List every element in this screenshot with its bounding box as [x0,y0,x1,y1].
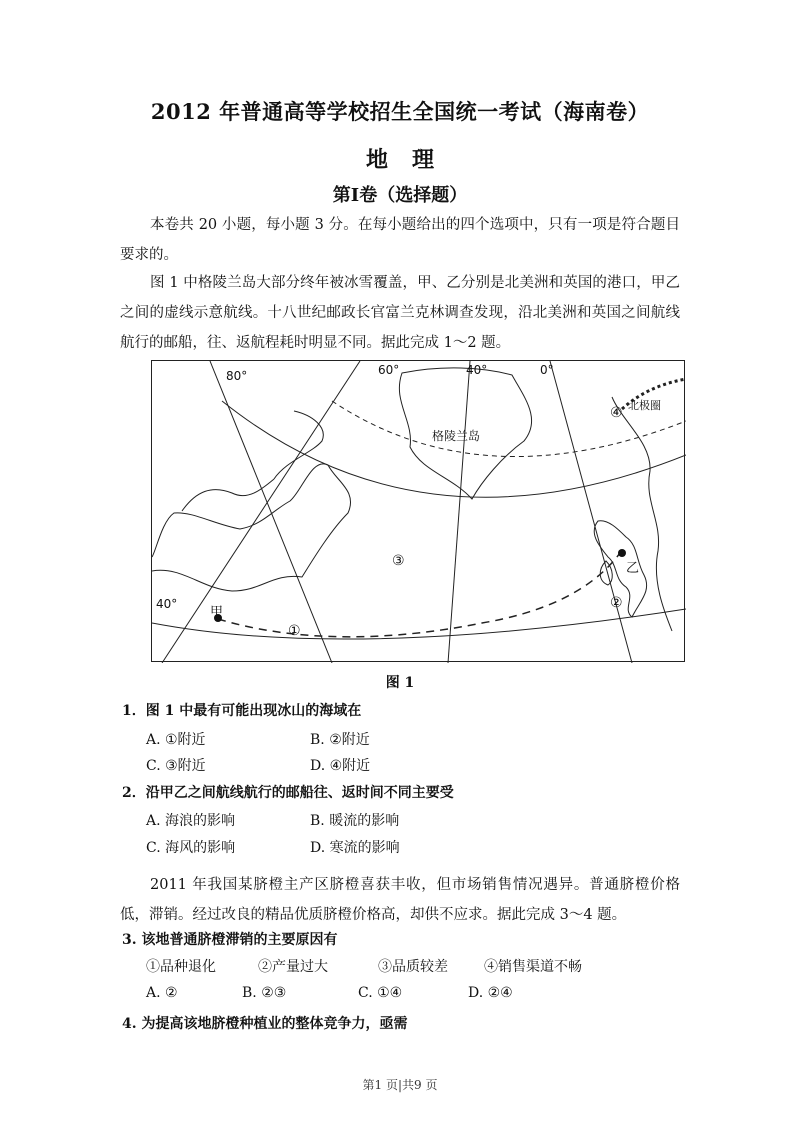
marker-2: ② [610,595,623,611]
latitude-40 [152,609,686,639]
subject-title: 地理 [365,147,458,173]
question-1-option-c[interactable]: C. ③附近 [146,758,206,774]
port-jia-label: 甲 [210,605,224,620]
meridian-40 [448,361,470,663]
question-2-option-b[interactable]: B. 暖流的影响 [310,813,400,829]
figure-caption: 图 1 [385,675,415,691]
question-2-option-a[interactable]: A. 海浪的影响 [146,813,236,829]
question-1-stem: 1．图 1 中最有可能出现冰山的海域在 [122,703,362,719]
exam-title: 2012 年普通高等学校招生全国统一考试（海南卷） [150,99,650,124]
lon-label-40: 40° [466,363,488,377]
question-2-option-d[interactable]: D. 寒流的影响 [310,840,400,856]
map-drawing [152,361,686,663]
port-yi-dot [618,549,626,557]
meridian-60 [162,361,360,663]
question-3-item-4: ④销售渠道不畅 [484,959,582,975]
page-footer: 第1 页|共9 页 [362,1078,438,1092]
question-3-option-b[interactable]: B. ②③ [242,985,287,1001]
lon-label-80: 80° [226,369,248,383]
question-3-option-c[interactable]: C. ①④ [358,985,403,1001]
passage-2: 2011 年我国某脐橙主产区脐橙喜获丰收，但市场销售情况遇异。普通脐橙价格低，滞销。经过改良的精品优质脐橙价格高，却供不应求。据此完成 3～4 题。 [120,877,680,923]
intro-paragraph: 本卷共 20 小题，每小题 3 分。在每小题给出的四个选项中，只有一项是符合题目要求的。 [120,217,680,263]
arctic-islands-coast [182,411,323,511]
question-3-option-d[interactable]: D. ②④ [468,985,513,1001]
greenland-label: 格陵兰岛 [432,429,481,443]
passage-1: 图 1 中格陵兰岛大部分终年被冰雪覆盖，甲、乙分别是北美洲和英国的港口，甲乙之间的虚线示意航线。十八世纪邮政长官富兰克林调查发现，沿北美洲和英国之间航线航行的邮船，往、返航程耗时明显不同。据此完成 1～2 题。 [120,275,680,351]
arctic-circle-label: 北极圈 [628,399,661,412]
lon-label-0: 0° [540,363,554,377]
figure-1-map [151,360,685,662]
question-3-item-3: ③品质较差 [378,959,448,975]
question-4-stem: 4. 为提高该地脐橙种植业的整体竞争力，亟需 [122,1016,408,1032]
marker-4: ④ [610,405,623,421]
lon-label-60: 60° [378,363,400,377]
question-2-stem: 2．沿甲乙之间航线航行的邮船往、返时间不同主要受 [122,785,454,801]
question-2-option-c[interactable]: C. 海风的影响 [146,840,236,856]
shipping-route [218,553,620,637]
marker-1: ① [288,623,301,639]
port-yi-label: 乙 [626,561,640,576]
marker-3: ③ [392,553,405,569]
question-3-item-1: ①品种退化 [146,959,216,975]
section-title: 第Ⅰ卷（选择题） [332,185,468,206]
question-3-item-2: ②产量过大 [258,959,328,975]
question-3-option-a[interactable]: A. ② [146,985,178,1001]
lat-label-40: 40° [156,597,178,611]
question-3-stem: 3. 该地普通脐橙滞销的主要原因有 [122,932,338,948]
question-1-option-b[interactable]: B. ②附近 [310,732,370,748]
question-1-option-d[interactable]: D. ④附近 [310,758,371,774]
question-1-option-a[interactable]: A. ①附近 [146,732,206,748]
